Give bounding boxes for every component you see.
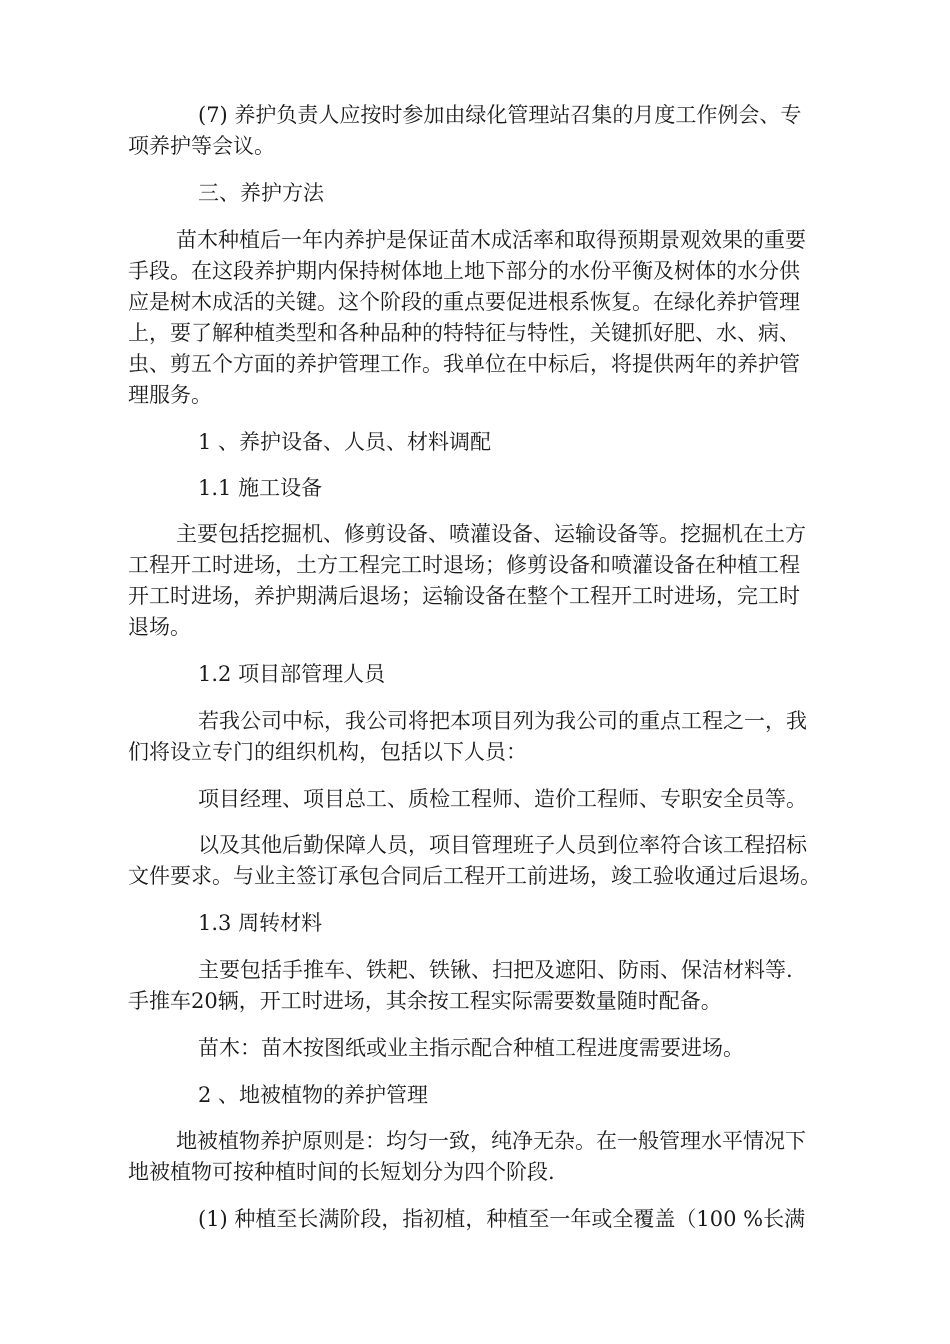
text-line: (7) 养护负责人应按时参加由绿化管理站召集的月度工作例会、专 <box>198 103 802 127</box>
text-line: 虫、剪五个方面的养护管理工作。我单位在中标后，将提供两年的养护管 <box>128 352 800 376</box>
text-line: 三、养护方法 <box>198 181 324 205</box>
text-line: 若我公司中标，我公司将把本项目列为我公司的重点工程之一，我 <box>198 709 807 733</box>
text-line: 项目经理、项目总工、质检工程师、造价工程师、专职安全员等。 <box>198 787 807 811</box>
paragraph-staff <box>128 706 848 768</box>
text-line: 文件要求。与业主签订承包合同后工程开工前进场，竣工验收通过后退场。 <box>128 864 821 888</box>
text-line: 主要包括手推车、铁耙、铁锹、扫把及遮阳、防雨、保洁材料等. <box>198 958 793 982</box>
text-line: 苗木：苗木按图纸或业主指示配合种植工程进度需要进场。 <box>198 1036 744 1060</box>
paragraph-materials <box>128 955 848 1017</box>
text-line: 主要包括挖掘机、修剪设备、喷灌设备、运输设备等。挖掘机在土方 <box>176 522 806 546</box>
paragraph-ground-cover <box>128 1126 848 1188</box>
text-line: 1.1 施工设备 <box>198 476 323 500</box>
text-line: 开工时进场，养护期满后退场；运输设备在整个工程开工时进场，完工时 <box>128 584 800 608</box>
text-line: 工程开工时进场，土方工程完工时退场；修剪设备和喷灌设备在种植工程 <box>128 553 800 577</box>
text-line: 手推车20辆，开工时进场，其余按工程实际需要数量随时配备。 <box>128 989 722 1013</box>
text-line: 地被植物可按种植时间的长短划分为四个阶段. <box>128 1160 555 1184</box>
paragraph-support-staff <box>128 830 848 892</box>
paragraph-staff-list <box>128 784 848 815</box>
text-line: 上，要了解种植类型和各种品种的特特征与特性，关键抓好肥、水、病、 <box>128 321 800 345</box>
section-heading-1-3 <box>128 908 848 939</box>
section-heading-2 <box>128 1080 848 1111</box>
section-heading-1-2 <box>128 659 848 690</box>
text-line: 地被植物养护原则是：均匀一致，纯净无杂。在一般管理水平情况下 <box>176 1129 806 1153</box>
paragraph-intro <box>128 225 848 411</box>
paragraph-stage-1 <box>128 1204 848 1235</box>
text-line: 应是树木成活的关键。这个阶段的重点要促进根系恢复。在绿化养护管理 <box>128 290 800 314</box>
text-line: 项养护等会议。 <box>128 134 275 158</box>
text-line: 1.3 周转材料 <box>198 911 323 935</box>
text-line: 退场。 <box>128 615 191 639</box>
section-heading-1-1 <box>128 473 848 504</box>
paragraph-equipment <box>128 519 848 643</box>
section-heading-1 <box>128 427 848 458</box>
text-line: 2 、地被植物的养护管理 <box>198 1083 429 1107</box>
paragraph-item-7 <box>128 100 848 162</box>
text-line: 1.2 项目部管理人员 <box>198 662 386 686</box>
text-line: 1 、养护设备、人员、材料调配 <box>198 430 492 454</box>
text-line: 手段。在这段养护期内保持树体地上地下部分的水份平衡及树体的水分供 <box>128 259 800 283</box>
text-line: 苗木种植后一年内养护是保证苗木成活率和取得预期景观效果的重要 <box>176 228 806 252</box>
text-line: 们将设立专门的组织机构，包括以下人员： <box>128 740 527 764</box>
section-heading-methods <box>128 178 848 209</box>
text-line: (1) 种植至长满阶段，指初植，种植至一年或全覆盖（100 %长满 <box>198 1207 806 1231</box>
text-line: 以及其他后勤保障人员，项目管理班子人员到位率符合该工程招标 <box>198 833 807 857</box>
paragraph-seedlings <box>128 1033 848 1064</box>
text-line: 理服务。 <box>128 383 212 407</box>
